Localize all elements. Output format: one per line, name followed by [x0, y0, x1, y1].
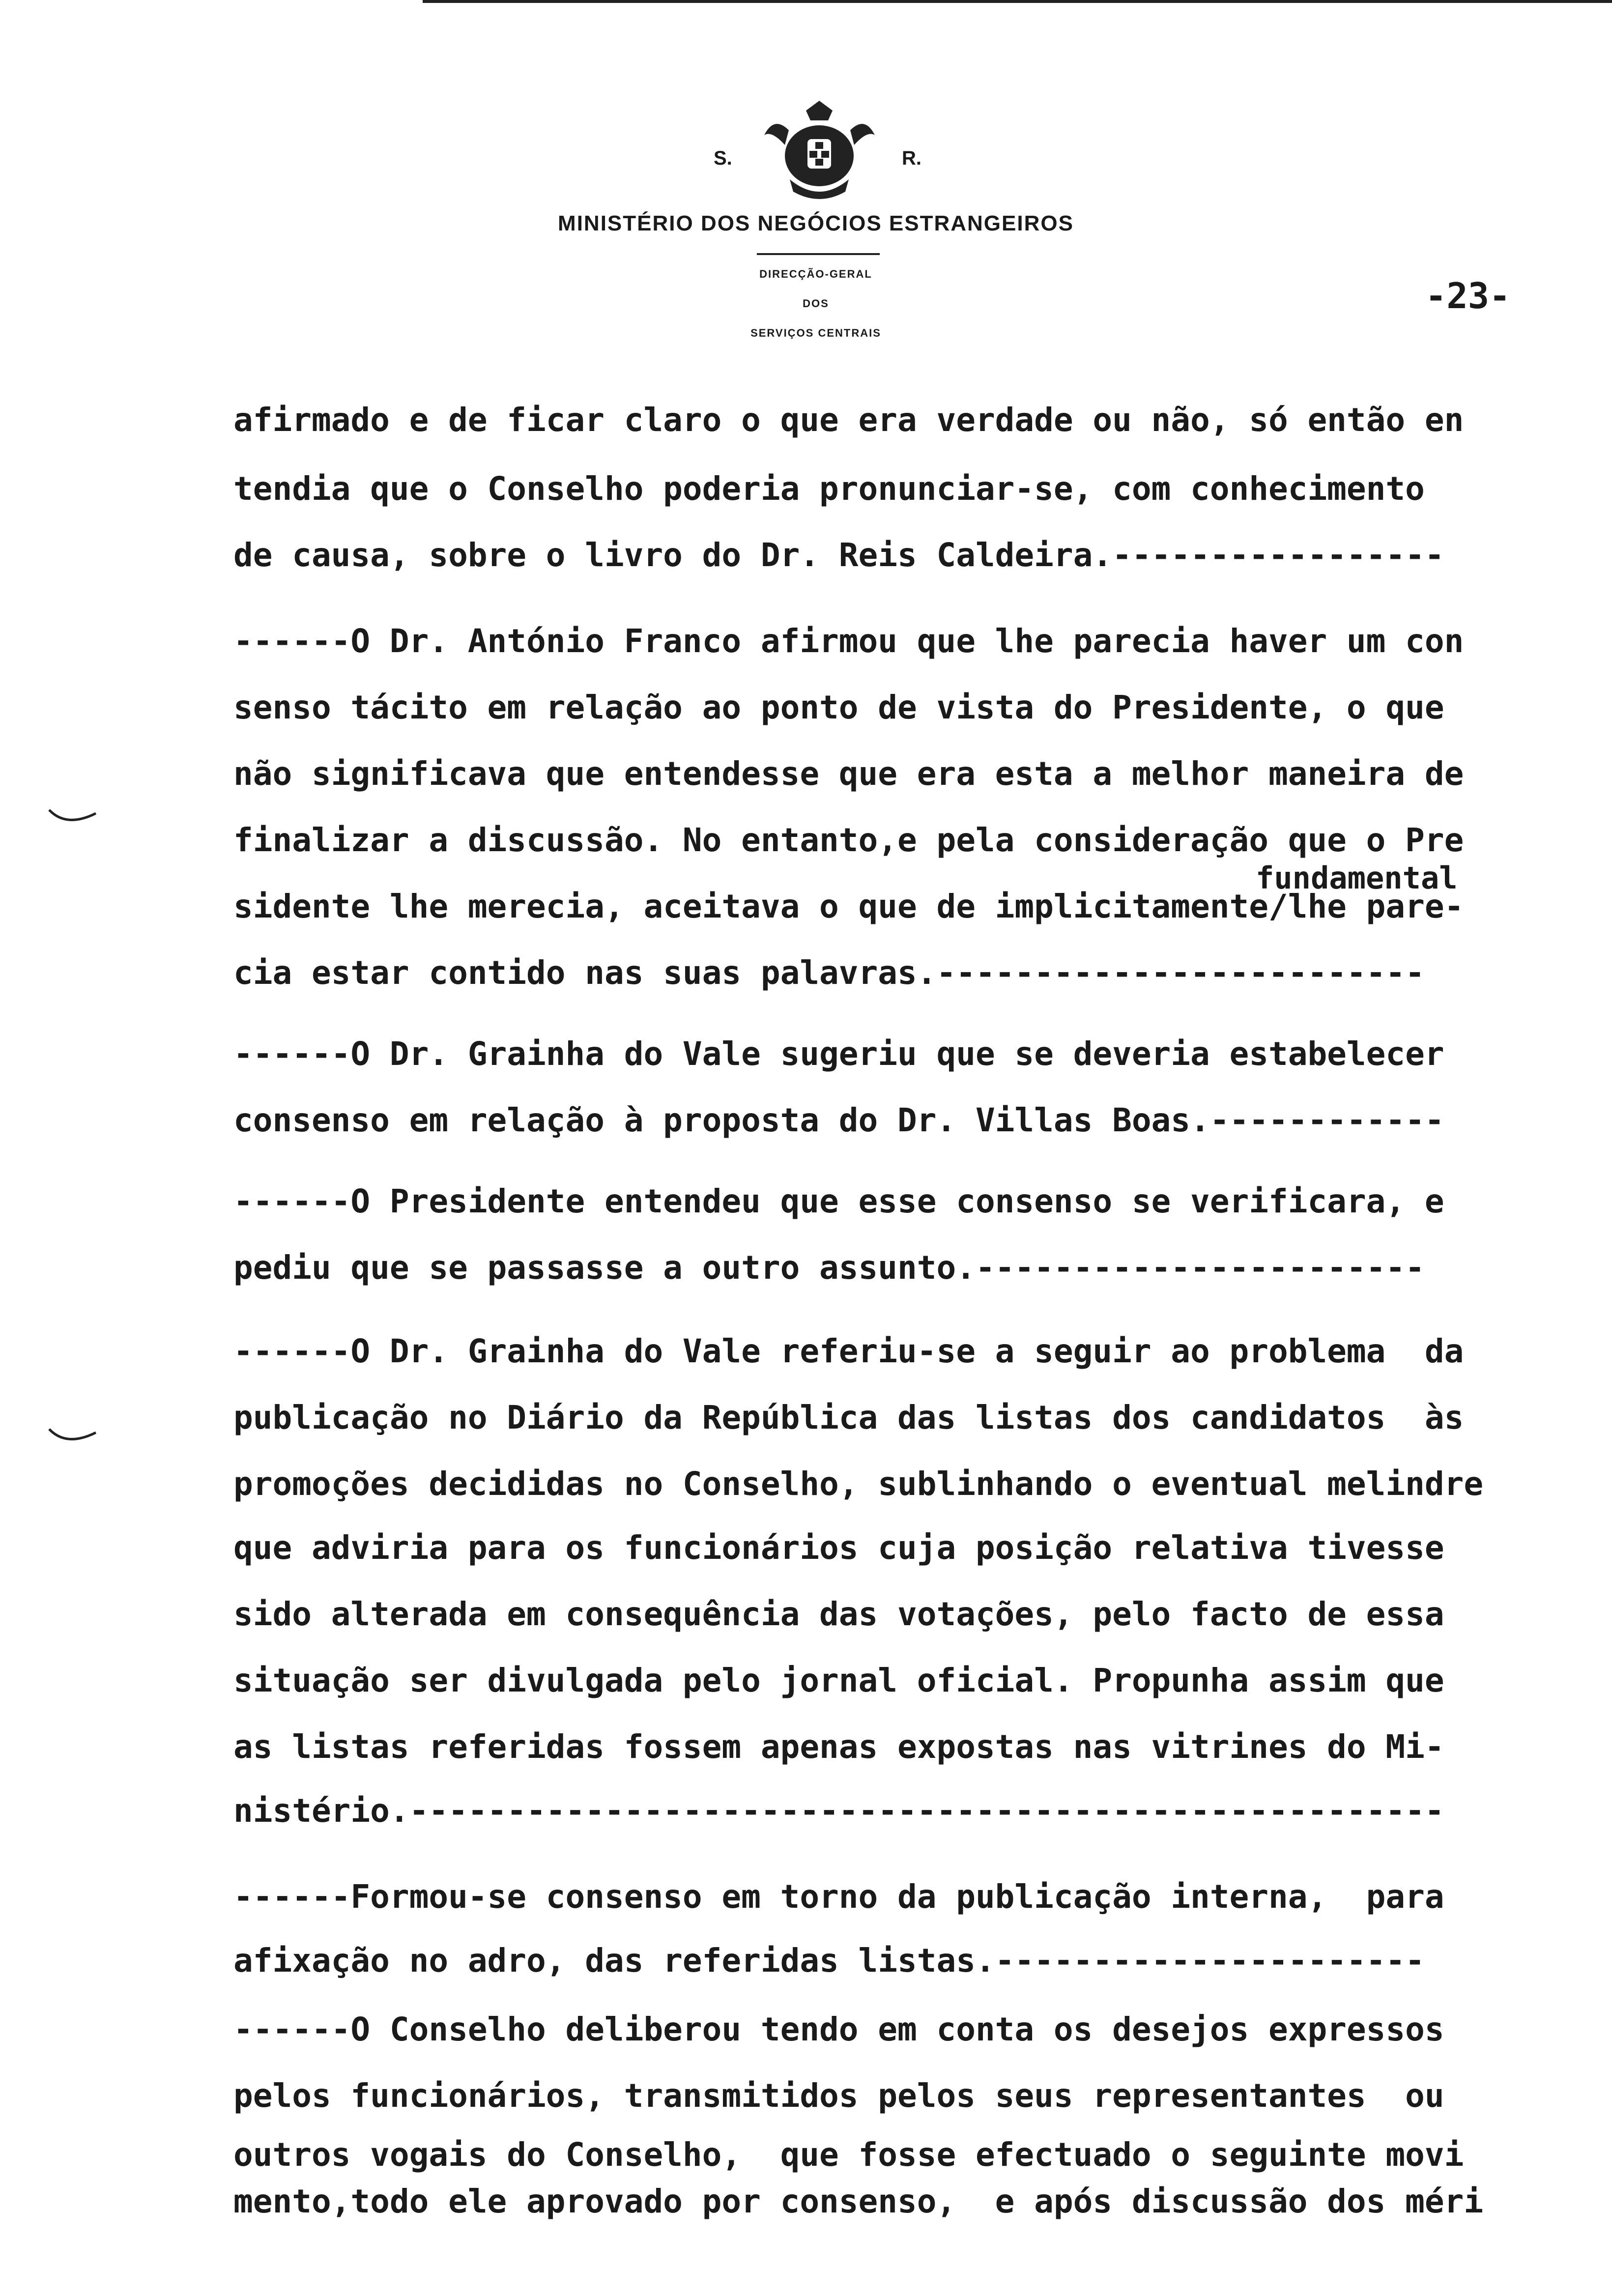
ministry-underline: [757, 253, 880, 255]
body-line: consenso em relação à proposta do Dr. Villas Boas.------------: [233, 1101, 1444, 1139]
directorate-line-1: DIRECÇÃO-GERAL: [759, 268, 872, 280]
body-line: ------Formou-se consenso em torno da publicação interna, para: [233, 1878, 1444, 1916]
body-line: ------O Dr. António Franco afirmou que lhe parecia haver um con: [233, 622, 1464, 660]
body-line: ------O Dr. Grainha do Vale sugeriu que se deveria estabelecer: [233, 1035, 1444, 1073]
body-line: as listas referidas fossem apenas expostas nas vitrines do Mi-: [233, 1728, 1444, 1766]
body-line: afixação no adro, das referidas listas.----------------------: [233, 1942, 1425, 1980]
body-line: situação ser divulgada pelo jornal oficial. Propunha assim que: [233, 1662, 1444, 1699]
body-line: ------O Dr. Grainha do Vale referiu-se a seguir ao problema da: [233, 1332, 1464, 1370]
body-line: senso tácito em relação ao ponto de vista do Presidente, o que: [233, 689, 1444, 726]
body-line: não significava que entendesse que era esta a melhor maneira de: [233, 755, 1464, 793]
coat-of-arms-seal: [754, 101, 885, 199]
body-line: nistério.-----------------------------------------------------: [233, 1792, 1444, 1830]
body-line: que adviria para os funcionários cuja posição relativa tivesse: [233, 1529, 1444, 1567]
body-line: sidente lhe merecia, aceitava o que de implicitamente/lhe pare-: [233, 888, 1464, 925]
margin-check-mark: [47, 806, 101, 835]
body-line: promoções decididas no Conselho, sublinhando o eventual melindre: [233, 1465, 1484, 1503]
ministry-title: MINISTÉRIO DOS NEGÓCIOS ESTRANGEIROS: [558, 211, 1074, 235]
body-line: mento,todo ele aprovado por consenso, e após discussão dos méri: [233, 2182, 1484, 2220]
top-border-rule: [423, 0, 1612, 3]
body-line: cia estar contido nas suas palavras.-------------------------: [233, 954, 1425, 992]
seal-letter-left: S.: [714, 147, 732, 169]
body-line: pediu que se passasse a outro assunto.-----------------------: [233, 1249, 1425, 1287]
directorate-line-3: SERVIÇOS CENTRAIS: [750, 327, 881, 339]
seal-letter-right: R.: [902, 147, 921, 169]
body-line: finalizar a discussão. No entanto,e pela consideração que o Pre: [233, 821, 1464, 859]
handwritten-insertion: fundamental: [1256, 860, 1458, 896]
body-line: afirmado e de ficar claro o que era verdade ou não, só então en: [233, 401, 1464, 439]
body-line: sido alterada em consequência das votações, pelo facto de essa: [233, 1595, 1444, 1633]
body-line: publicação no Diário da República das listas dos candidatos às: [233, 1399, 1464, 1436]
body-line: pelos funcionários, transmitidos pelos seus representantes ou: [233, 2077, 1444, 2115]
body-line: ------O Conselho deliberou tendo em conta os desejos expressos: [233, 2010, 1444, 2048]
body-line: outros vogais do Conselho, que fosse efectuado o seguinte movi: [233, 2136, 1464, 2174]
body-line: de causa, sobre o livro do Dr. Reis Caldeira.-----------------: [233, 536, 1444, 574]
directorate-line-2: DOS: [803, 297, 829, 310]
body-line: tendia que o Conselho poderia pronunciar-se, com conhecimento: [233, 470, 1425, 508]
body-line: ------O Presidente entendeu que esse consenso se verificara, e: [233, 1182, 1444, 1220]
margin-check-mark: [47, 1425, 101, 1455]
page-number: -23-: [1425, 275, 1511, 316]
